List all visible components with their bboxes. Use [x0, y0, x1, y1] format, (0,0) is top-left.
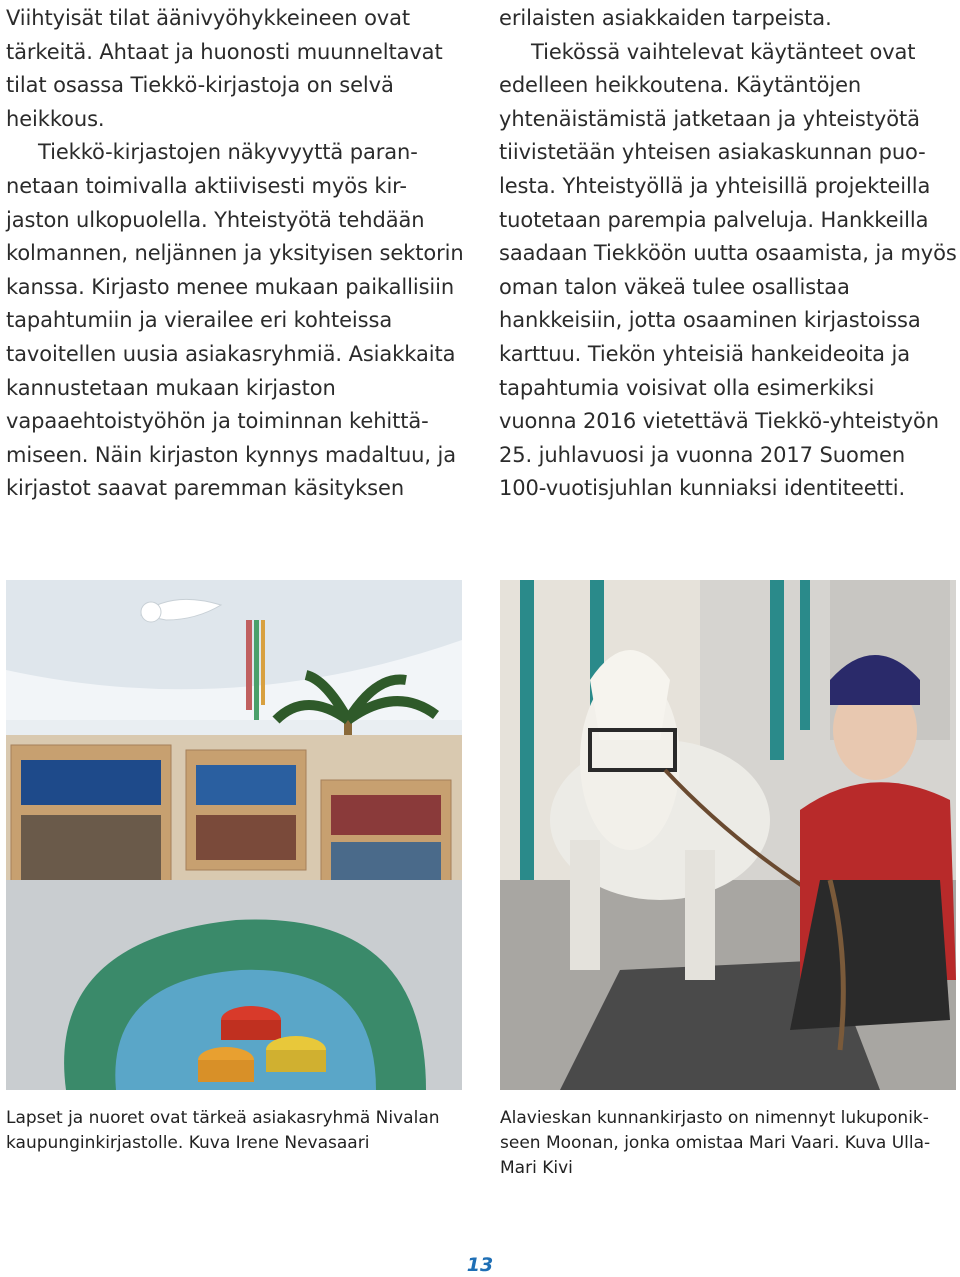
- page-number: 13: [466, 1254, 494, 1276]
- left-text-column: [6, 2, 464, 506]
- library-photo: [6, 580, 462, 1090]
- photo-caption: Alavieskan kunnankirjasto on nimennyt lukuponik-seen Moonan, jonka omistaa Mari Vaari. Kuva Ulla-Mari Kivi: [500, 1108, 931, 1178]
- paragraph: erilaisten asiakkaiden tarpeista.: [499, 6, 832, 30]
- paragraph: Tiekkö-kirjastojen näkyvyyttä paran-netaan toimivalla aktiivisesti myös kir-jaston ulkopuolella. Yhteistyötä tehdään kolmannen, neljännen ja yksityisen sektorin kanssa. Kirjasto menee mukaan paikallisiin tapahtumiin ja vierailee eri kohteissa tavoitellen uusia asiakasryhmiä. Asiakkaita kannustetaan mukaan kirjaston vapaaehtoistyöhön ja toiminnan kehittä-miseen. Näin kirjaston kynnys madaltuu, ja kirjastot saavat paremman käsityksen: [6, 140, 464, 501]
- right-text-column: [499, 2, 957, 506]
- paragraph: Viihtyisät tilat äänivyöhykkeineen ovat tärkeitä. Ahtaat ja huonosti muunneltavat tilat osassa Tiekkö-kirjastoja on selvä heikkous.: [6, 6, 443, 131]
- photo-caption: Lapset ja nuoret ovat tärkeä asiakasryhmä Nivalan kaupunginkirjastolle. Kuva Irene Nevasaari: [6, 1108, 440, 1153]
- paragraph: Tiekössä vaihtelevat käytänteet ovat edelleen heikkoutena. Käytäntöjen yhtenäistämistä jatketaan ja yhteistyötä tiivistetään yhteisen asiakaskunnan puo-lesta. Yhteistyöllä ja yhteisillä projekteilla tuotetaan parempia palveluja. Hankkeilla saadaan Tiekköön uutta osaamista, ja myös oman talon väkeä tulee osallistaa hankkeisiin, jotta osaaminen kirjastoissa karttuu. Tiekön yhteisiä hankeideoita ja tapahtumia voisivat olla esimerkiksi vuonna 2016 vietettävä Tiekkö-yhteistyön 25. juhlavuosi ja vuonna 2017 Suomen 100-vuotisjuhlan kunniaksi identiteetti.: [499, 39, 957, 501]
- pony-photo: [500, 580, 956, 1090]
